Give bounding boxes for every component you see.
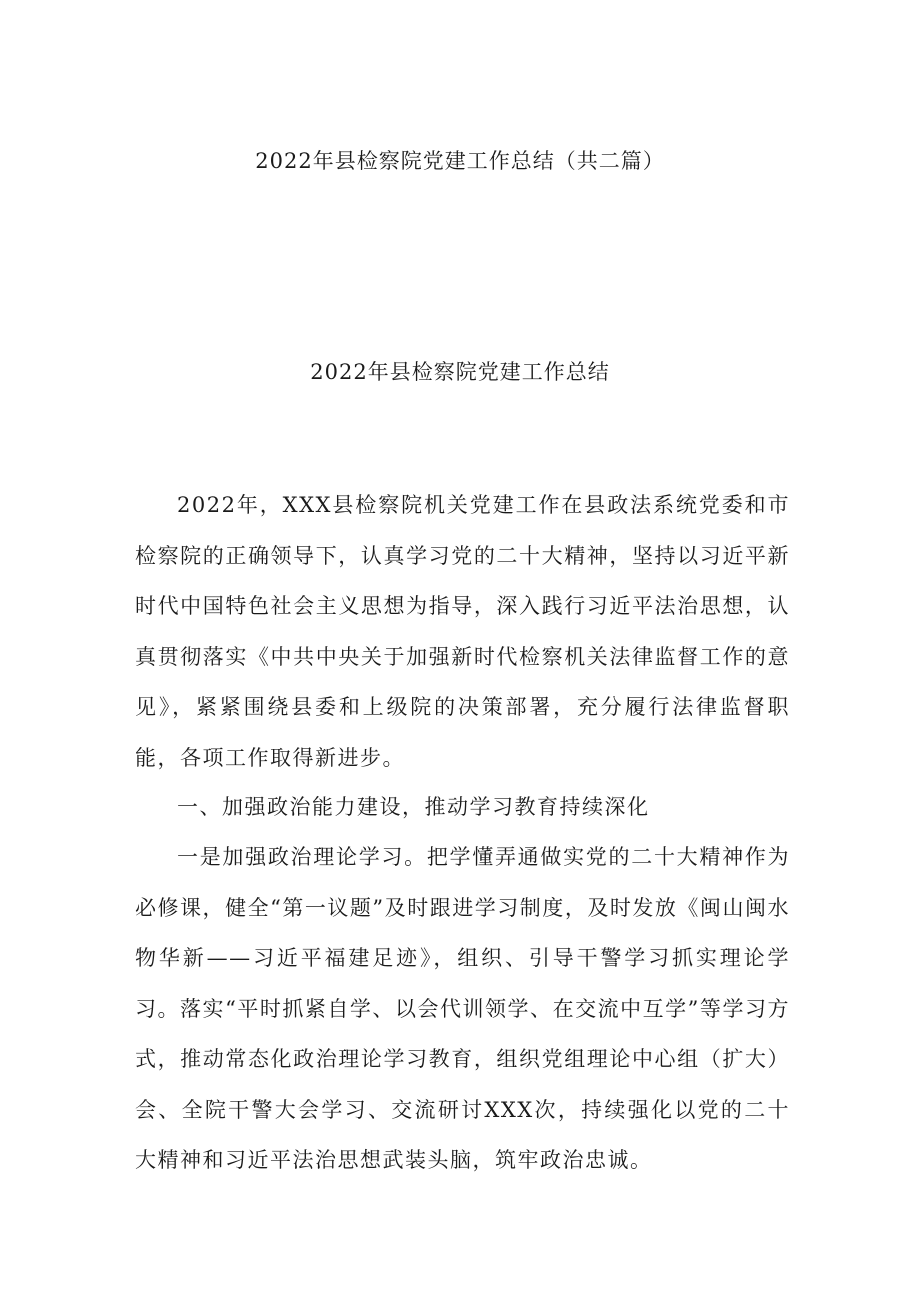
section-heading-one: 一、加强政治能力建设，推动学习教育持续深化 — [177, 795, 650, 819]
document-title: 2022年县检察院党建工作总结（共二篇） — [255, 149, 665, 173]
body-paragraph-theory-study: 一是加强政治理论学习。把学懂弄通做实党的二十大精神作为必修课，健全“第一议题”及时跟进学习制度，及时发放《闽山闽水物华新——习近平福建足迹》，组织、引导干警学习抓实理论学习。落实“平时抓紧自学、以会代训领学、在交流中互学”等学习方式，推动常态化政治理论学习教育，组织党组理论中心组（扩大）会、全院干警大会学习、交流研讨XXX次，持续强化以党的二十大精神和习近平法治思想武装头脑，筑牢政治忠诚。 — [135, 845, 790, 1172]
body-paragraph-intro: 2022年，XXX县检察院机关党建工作在县政法系统党委和市检察院的正确领导下，认真学习党的二十大精神，坚持以习近平新时代中国特色社会主义思想为指导，深入践行习近平法治思想，认真贯彻落实《中共中央关于加强新时代检察机关法律监督工作的意见》，紧紧围绕县委和上级院的决策部署，充分履行法律监督职能，各项工作取得新进步。 — [135, 493, 790, 770]
section-title: 2022年县检察院党建工作总结 — [310, 360, 610, 384]
